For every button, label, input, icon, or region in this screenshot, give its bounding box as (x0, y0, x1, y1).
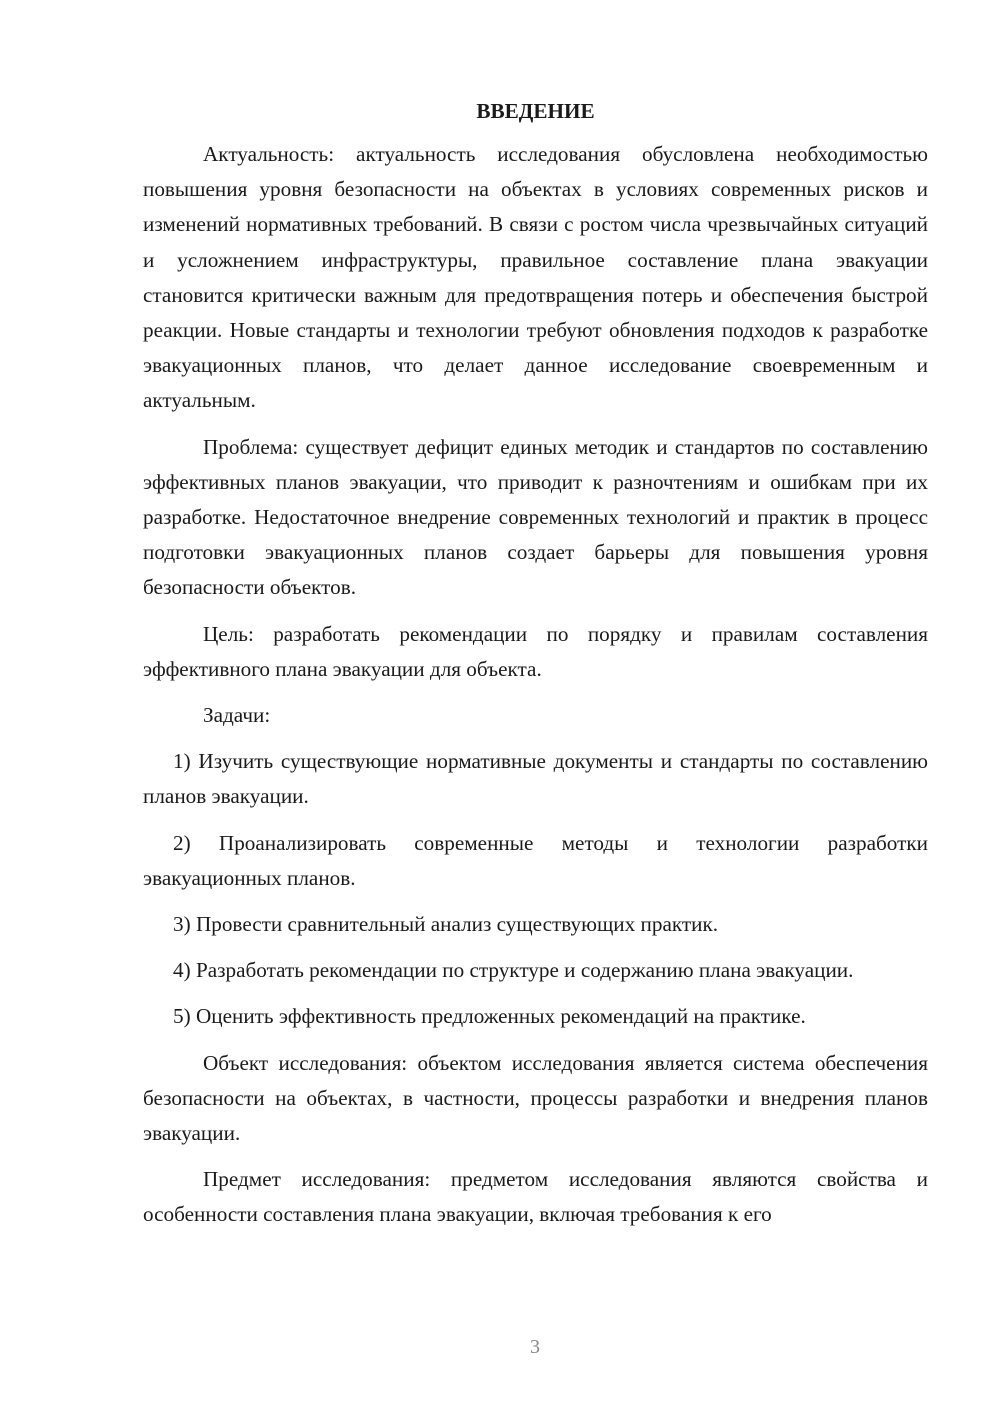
task-item-4: 4) Разработать рекомендации по структуре и содержанию плана эвакуации. (173, 958, 854, 983)
tasks-heading: Задачи: (203, 703, 271, 728)
goal-paragraph: Цель: разработать рекомендации по порядку и правилам составления эффективного плана эвакуации для объекта. (143, 621, 928, 681)
task-item-1: 1) Изучить существующие нормативные документы и стандарты по составлению планов эвакуации. (143, 749, 928, 809)
page-number: 3 (530, 1336, 540, 1358)
relevance-paragraph: Актуальность: актуальность исследования обусловлена необходимостью повышения уровня безопасности на объектах в условиях современных рисков и изменений нормативных требований. В связи с ростом числа чрезвычайных ситуаций и усложнением инфраструктуры, правильное составление плана эвакуации становится критически важным для предотвращения потерь и обеспечения быстрой реакции. Новые стандарты и технологии требуют обновления подходов к разработке эвакуационных планов, что делает данное исследование своевременным и актуальным. (143, 142, 928, 413)
page-body (143, 95, 928, 1244)
section-title: ВВЕДЕНИЕ (476, 99, 595, 123)
subject-paragraph: Предмет исследования: предметом исследования являются свойства и особенности составления плана эвакуации, включая требования к его (143, 1167, 928, 1227)
task-item-2: 2) Проанализировать современные методы и технологии разработки эвакуационных планов. (143, 830, 928, 890)
task-item-5: 5) Оценить эффективность предложенных рекомендаций на практике. (173, 1004, 806, 1029)
problem-paragraph: Проблема: существует дефицит единых методик и стандартов по составлению эффективных планов эвакуации, что приводит к разночтениям и ошибкам при их разработке. Недостаточное внедрение современных технологий и практик в процесс подготовки эвакуационных планов создает барьеры для повышения уровня безопасности объектов. (143, 434, 928, 600)
task-item-3: 3) Провести сравнительный анализ существующих практик. (173, 912, 719, 937)
object-paragraph: Объект исследования: объектом исследования является система обеспечения безопасности на объектах, в частности, процессы разработки и внедрения планов эвакуации. (143, 1050, 928, 1146)
